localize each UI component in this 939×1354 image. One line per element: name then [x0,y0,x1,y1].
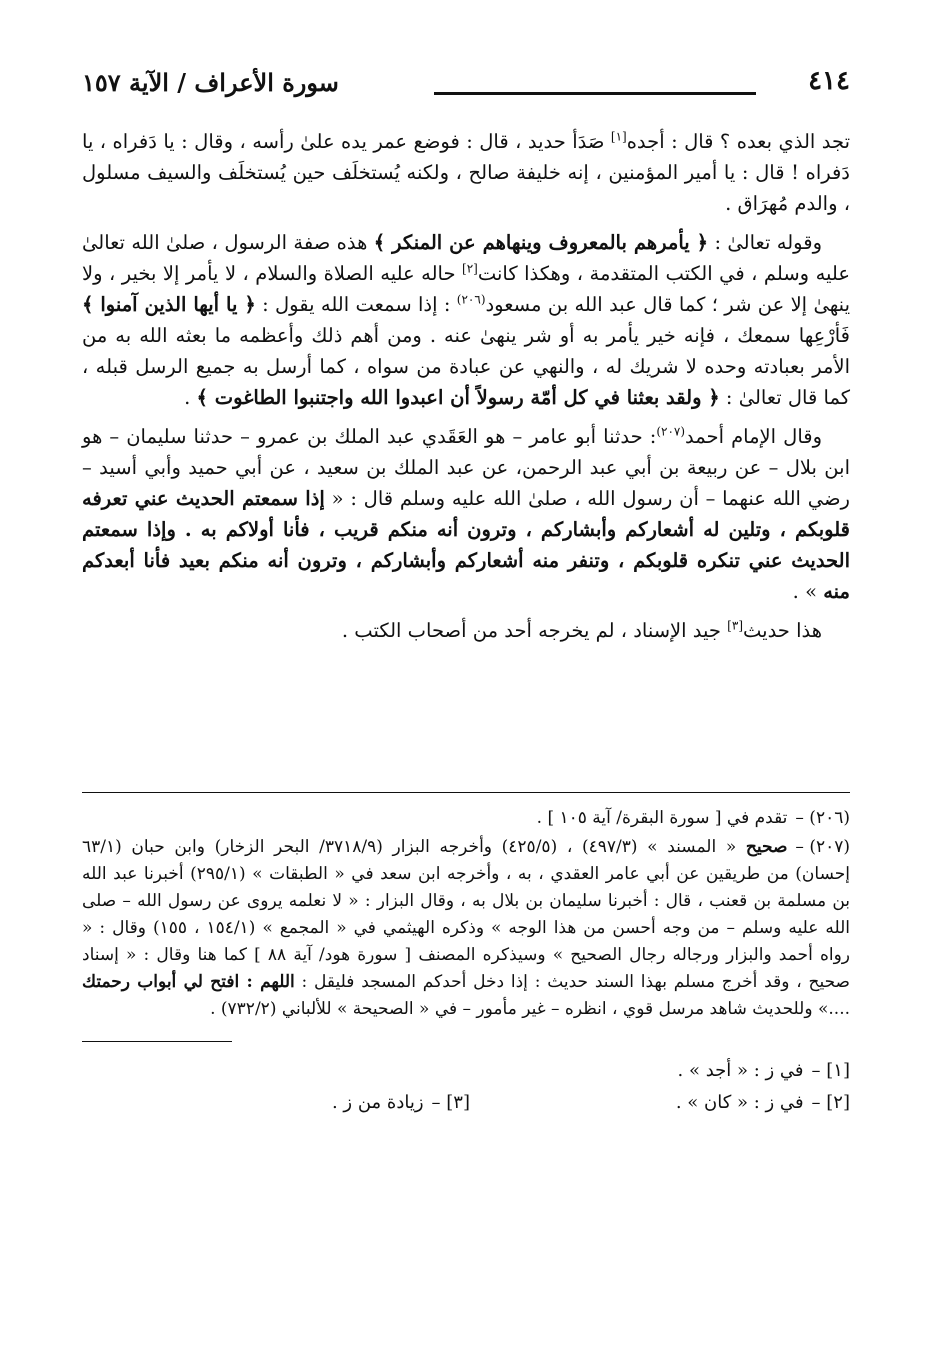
variant-marker: [٢] [462,261,478,276]
dua-text: اللهم : افتح لي أبواب رحمتك [82,972,295,992]
footnote-number: (٢٠٦) – [795,808,850,828]
footnote-206 [82,805,850,832]
running-title: سورة الأعراف / الآية ١٥٧ [82,68,339,97]
footnotes [82,792,850,1126]
variants-rule [82,1041,232,1042]
footnote-text: تقدم في [ سورة البقرة/ آية ١٠٥ ] . [536,808,788,828]
variant-text: زيادة من ز . [331,1092,424,1113]
paragraph-3 [82,421,850,607]
variant-3 [332,1088,470,1118]
text-run: حاله عليه الصلاة والسلام ، لا يأمر إلا بخير ، ولا ينهىٰ إلا عن شر ؛ كما قال عبد الله بن مسعود [82,262,850,316]
footnote-text: « المسند » (٤٩٧/٣) ، (٤٢٥/٥) وأخرجه البزار (٣٧١٨/٩/ البحر الزخار) وابن حبان (٦٣/١ إحسان) من طريقين عن أبي عامر العقدي ، به ، وأخرجه ابن سعد في « الطبقات » (٢٩٥/١) أخبرنا عبد الله بن مسلمة بن قعنب ، قال : أخبرنا سليمان بن بلال به ، وقال البزار : « لا نعلمه يروى عن رسول الله – صلى الله عليه وسلم – من وجه أحسن من هذا الوجه » وذكره الهيثمي في « المجمع » (١٥٤/١ ، ١٥٥) وقال : « رواه أحمد والبزار ورجاله رجال الصحيح » وسيذكره المصنف [ سورة هود/ آية ٨٨ ] كما هنا وقال : « إسناد صحيح ، وقد أخرج مسلم بهذا السند حديث : إذا دخل أحدكم المسجد فليقل : [82,837,850,992]
text-run: وقال الإمام أحمد [685,425,822,448]
variant-marker: [٣] [727,618,743,633]
variant-marker: [١] [610,129,627,144]
paragraph-2 [82,227,850,413]
variant-number: [٣] – [431,1092,470,1113]
text-run: هذه صفة الرسول ، صلىٰ الله تعالىٰ عليه وسلم ، في الكتب المتقدمة ، وهكذا كانت [82,231,851,285]
quran-quote: ﴿ ولقد بعثنا في كل أمّة رسولاً أن اعبدوا الله واجتنبوا الطاغوت ﴾ [196,386,720,409]
page-header [82,66,850,106]
footnote-marker: (٢٠٦) [456,292,486,307]
text-run: : إذا سمعت الله يقول : [255,293,457,316]
hadith-quote: إذا سمعتم الحديث عني تعرفه قلوبكم ، وتلين له أشعاركم وأبشاركم ، وترون أنه منكم قريب ، فأنا أولاكم به . وإذا سمعتم الحديث عني تنكره قلوبكم ، وتنفر منه أشعاركم وأبشاركم ، وترون أنه منكم بعيد فأنا أبعدكم منه [82,487,850,603]
text-run: صَدَأ حديد ، قال : فوضع عمر يده علىٰ رأسه ، وقال : يا دَفراه ، يا دَفراه ! قال : يا أمير المؤمنين ، إنه خليفة صالح ، ولكنه يُستخلَف حين يُستخلَف والسيف مسلول ، والدم مُهرَاق . [82,130,850,215]
variant-number: [١] – [811,1060,850,1081]
paragraph-1 [82,126,850,219]
variant-2 [676,1088,850,1118]
text-run: فَأرْعِها سمعك ، فإنه خير يأمر به أو شر ينهىٰ عنه . ومن أهم ذلك وأعظمه ما بعثه الله به من الأمر بعبادته وحده لا شريك له ، والنهي عن عبادة من سواه ، كما أرسل به جميع الرسل قبله ، كما قال تعالىٰ : [82,324,850,409]
quran-quote: ﴿ يا أيها الذين آمنوا ﴾ [82,293,256,316]
header-rule [434,92,756,95]
footnote-number: (٢٠٧) – [795,837,851,857]
textual-variants [82,1056,850,1126]
paragraph-4 [82,615,850,646]
text-run: تجد الذي بعده ؟ قال : أجده [626,130,850,153]
footnote-207 [82,834,850,1023]
variant-number: [٢] – [811,1092,850,1113]
variant-text: في ز : « كان » . [675,1092,804,1113]
footnote-text: ....» وللحديث شاهد مرسل قوي ، انظره – غير مأمور – في « الصحيحة » للألباني (٧٣٢/٢) . [210,999,850,1019]
variant-1 [678,1056,850,1086]
text-run: وقوله تعالىٰ : [708,231,822,254]
text-run: : حدثنا أبو عامر – هو العَقَدي عبد الملك بن عمرو – حدثنا سليمان – هو ابن بلال – عن ربيعة بن أبي عبد الرحمن، عن عبد الملك بن سعيد ، عن أبي حميد وأبي أسيد – رضي الله عنهما – أن رسول الله ، صلىٰ الله عليه وسلم قال : « [82,425,850,510]
grade-label: صحيح [745,837,788,857]
text-run: » . [792,580,824,603]
text-run: هذا حديث [743,619,822,642]
text-run: جيد الإسناد ، لم يخرجه أحد من أصحاب الكتب . [341,619,728,642]
variant-text: في ز : « أجد » . [677,1060,804,1081]
page-number: ٤١٤ [808,66,850,96]
footnote-marker: (٢٠٧) [656,424,686,439]
quran-quote: ﴿ يأمرهم بالمعروف وينهاهم عن المنكر ﴾ [373,231,709,254]
main-text [82,126,850,654]
text-run: . [184,386,197,409]
